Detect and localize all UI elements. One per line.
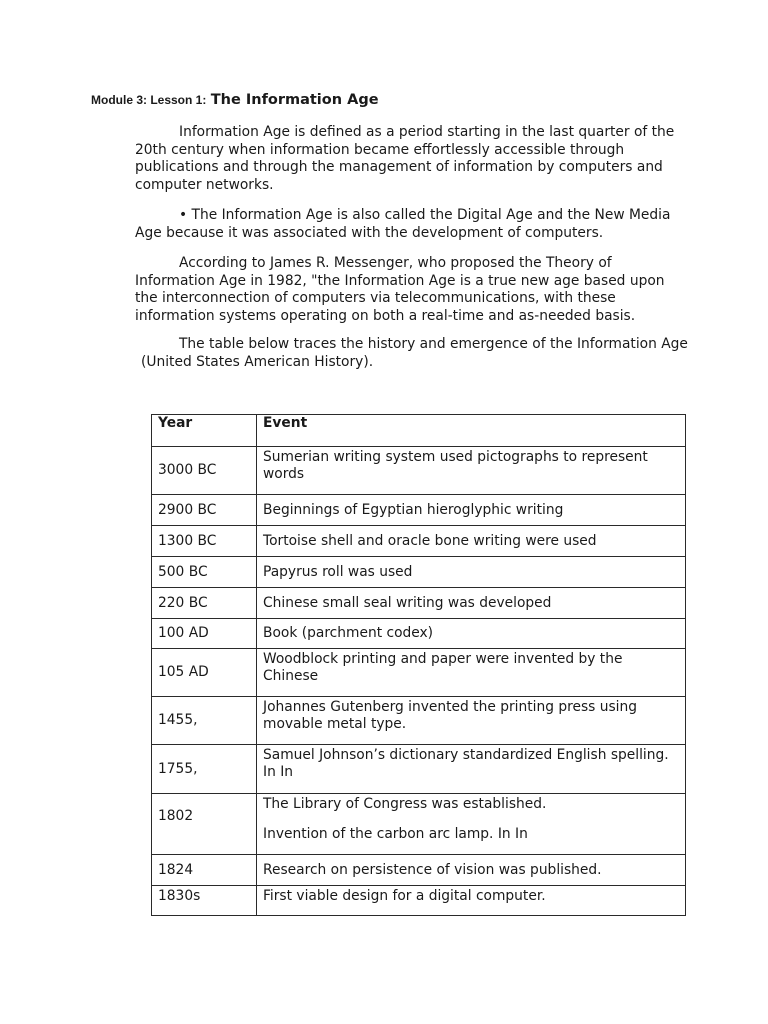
table-row bbox=[152, 855, 686, 886]
table-row bbox=[152, 588, 686, 619]
event-cell: Samuel Johnson’s dictionary standardized English spelling. In In bbox=[257, 745, 686, 794]
table-row bbox=[152, 557, 686, 588]
year-cell: 1830s bbox=[152, 886, 257, 916]
table-row bbox=[152, 447, 686, 495]
event-cell: First viable design for a digital computer. bbox=[257, 886, 686, 916]
year-cell: 500 BC bbox=[152, 557, 257, 588]
event-cell: Johannes Gutenberg invented the printing press using movable metal type. bbox=[257, 697, 686, 745]
paragraph-messenger-theory: According to James R. Messenger, who proposed the Theory of Information Age in 1982, "the Information Age is a true new age based upon the interconnection of computers via telecommunications, with these information systems operating on both a real-time and as-needed basis. bbox=[135, 255, 665, 324]
year-cell: 2900 BC bbox=[152, 495, 257, 526]
year-cell: 1755, bbox=[152, 745, 257, 794]
paragraph-bullet-digital-age: • The Information Age is also called the Digital Age and the New Media Age because it was associated with the development of computers. bbox=[135, 207, 671, 241]
event-cell: Sumerian writing system used pictographs to represent words bbox=[257, 447, 686, 495]
event-line: The Library of Congress was established. bbox=[263, 796, 547, 812]
lesson-title: The Information Age bbox=[210, 92, 379, 108]
event-cell: Woodblock printing and paper were invented by the Chinese bbox=[257, 649, 686, 697]
table-row bbox=[152, 886, 686, 916]
paragraph-table-intro: The table below traces the history and emergence of the Information Age (United States American History). bbox=[141, 336, 688, 370]
table-row bbox=[152, 495, 686, 526]
event-cell: Tortoise shell and oracle bone writing were used bbox=[257, 526, 686, 557]
header-year: Year bbox=[152, 415, 257, 447]
event-cell: Research on persistence of vision was published. bbox=[257, 855, 686, 886]
year-cell: 220 BC bbox=[152, 588, 257, 619]
module-label: Module 3: Lesson 1: bbox=[91, 93, 207, 107]
event-line: Invention of the carbon arc lamp. In In bbox=[263, 826, 528, 842]
table-header-row bbox=[152, 415, 686, 447]
event-cell: Papyrus roll was used bbox=[257, 557, 686, 588]
history-table bbox=[151, 414, 686, 916]
year-cell: 100 AD bbox=[152, 619, 257, 649]
year-cell: 105 AD bbox=[152, 649, 257, 697]
paragraph-definition: Information Age is defined as a period starting in the last quarter of the 20th century when information became effortlessly accessible through publications and through the management of information by computers and computer networks. bbox=[135, 124, 675, 193]
event-cell: Beginnings of Egyptian hieroglyphic writing bbox=[257, 495, 686, 526]
header-event: Event bbox=[257, 415, 686, 447]
event-cell bbox=[257, 794, 686, 855]
year-cell: 3000 BC bbox=[152, 447, 257, 495]
year-cell: 1455, bbox=[152, 697, 257, 745]
table-row bbox=[152, 526, 686, 557]
table-row bbox=[152, 649, 686, 697]
table-row bbox=[152, 794, 686, 855]
event-cell: Chinese small seal writing was developed bbox=[257, 588, 686, 619]
table-row bbox=[152, 619, 686, 649]
year-cell: 1300 BC bbox=[152, 526, 257, 557]
table-row bbox=[152, 697, 686, 745]
year-cell: 1802 bbox=[152, 794, 257, 855]
page-title bbox=[91, 92, 379, 110]
event-cell: Book (parchment codex) bbox=[257, 619, 686, 649]
table-row bbox=[152, 745, 686, 794]
year-cell: 1824 bbox=[152, 855, 257, 886]
